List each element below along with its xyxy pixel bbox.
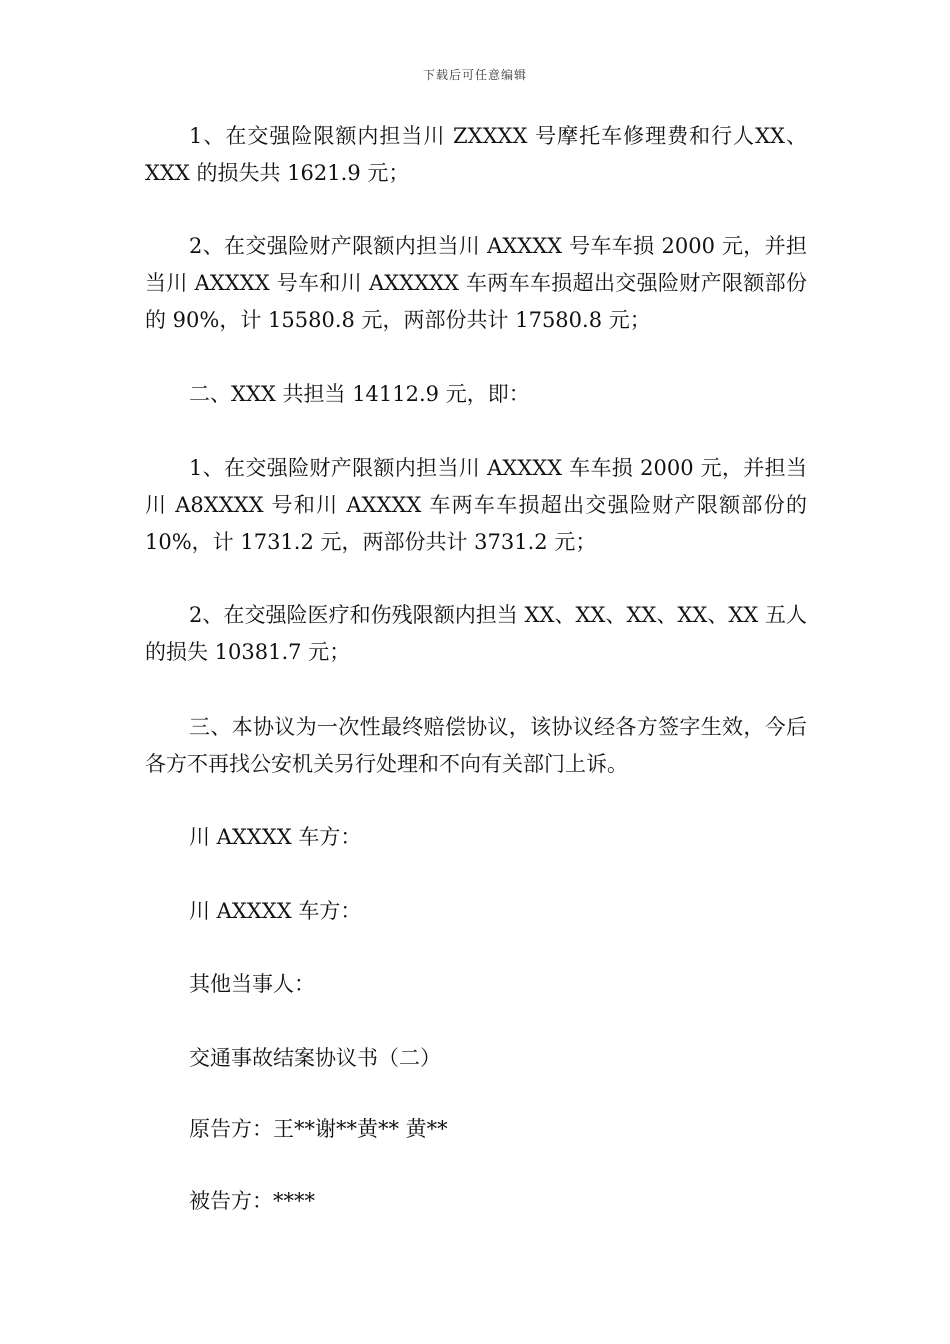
signature-line-other-parties: 其他当事人：: [189, 972, 315, 996]
paragraph-section-two-item-1: 1、在交强险财产限额内担当川 AXXXX 车车损 2000 元，并担当川 A8XXXX 号和川 AXXXX 车两车车损超出交强险财产限额部份的 10%，计 1731.2 元，两部份共计 3731.2 元；: [145, 456, 807, 554]
plaintiff-line: 原告方：王**谢**黄** 黄**: [189, 1117, 448, 1141]
signature-line-party-2: 川 AXXXX 车方：: [189, 899, 362, 923]
document-title-two: 交通事故结案协议书（二）: [189, 1046, 441, 1070]
paragraph-item-2-property: 2、在交强险财产限额内担当川 AXXXX 号车车损 2000 元，并担当川 AXXXX 号车和川 AXXXXX 车两车车损超出交强险财产限额部份的 90%，计 15580.8 元，两部份共计 17580.8 元；: [145, 234, 807, 332]
signature-line-party-1: 川 AXXXX 车方：: [189, 825, 362, 849]
section-heading-two: 二、XXX 共担当 14112.9 元，即：: [189, 382, 530, 406]
page-header-note: 下载后可任意编辑: [422, 68, 527, 82]
paragraph-item-1-motorcycle: 1、在交强险限额内担当川 ZXXXX 号摩托车修理费和行人XX、XXX 的损失共 1621.9 元；: [145, 124, 807, 185]
defendant-line: 被告方：****: [189, 1189, 315, 1213]
paragraph-section-two-item-2: 2、在交强险医疗和伤残限额内担当 XX、XX、XX、XX、XX 五人的损失 10381.7 元；: [145, 603, 807, 664]
paragraph-section-three: 三、本协议为一次性最终赔偿协议，该协议经各方签字生效，今后各方不再找公安机关另行处理和不向有关部门上诉。: [145, 715, 807, 776]
